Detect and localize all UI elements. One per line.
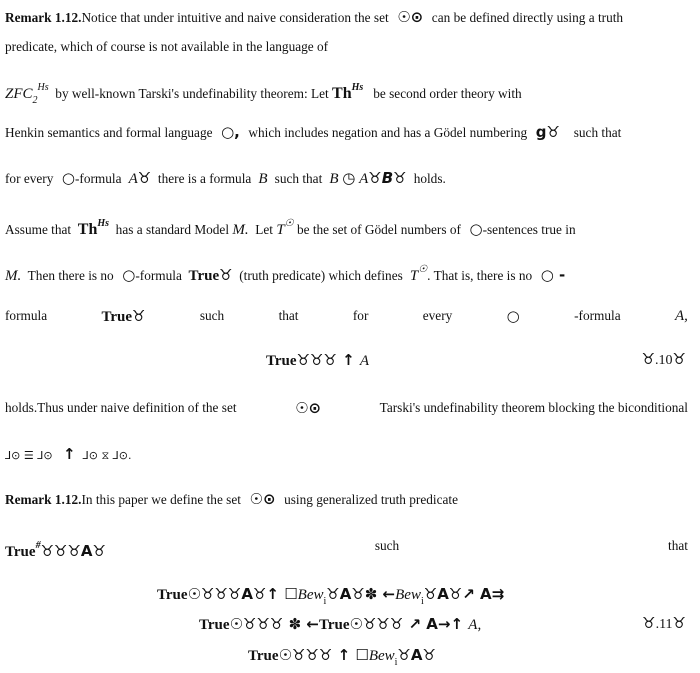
- set-symbol-glyph: ☉⊙: [392, 8, 429, 26]
- line-7: [5, 260, 565, 286]
- language-symbol-glyph: ○ -: [535, 266, 566, 284]
- text: -formula: [75, 171, 122, 186]
- text: for every: [5, 171, 54, 186]
- line-1: [5, 7, 623, 28]
- godel-numbering-glyph: g♉: [530, 123, 571, 141]
- model-symbol: M.: [5, 268, 22, 284]
- line-6: [5, 214, 576, 240]
- formula-A: A: [359, 353, 370, 369]
- text: Then there is no: [27, 268, 114, 283]
- text: such that: [274, 171, 323, 186]
- text: -sentences true in: [482, 222, 576, 237]
- bew-symbol: Bew: [368, 648, 395, 664]
- text: be the set of Gödel numbers of: [296, 222, 461, 237]
- equation-11-line-2: [199, 614, 481, 635]
- text: -formula: [574, 308, 621, 323]
- language-symbol-glyph: ○: [506, 307, 520, 325]
- language-symbol-glyph: ○: [117, 266, 136, 284]
- line-9: [5, 398, 688, 418]
- text: In this paper we define the set: [81, 492, 241, 507]
- biconditional-glyphs: ⅃⊙ ☰ ⅃⊙ ↑ ⅃⊙ ⧖ ⅃⊙.: [5, 445, 132, 463]
- text: has a standard Model: [115, 222, 230, 237]
- generalized-truth-predicate: True#♉♉♉A♉: [5, 540, 106, 560]
- text: there is a formula: [157, 171, 252, 186]
- text: holds.Thus under naive definition of the set: [5, 400, 237, 415]
- set-T-symbol: T☉: [276, 218, 294, 238]
- text: (truth predicate) which defines: [239, 268, 403, 283]
- line-2: [5, 37, 328, 57]
- text: that: [668, 538, 688, 553]
- text: Henkin semantics and formal language: [5, 125, 213, 140]
- equation-number-10: ♉.10♉: [641, 350, 686, 368]
- text: -formula: [135, 268, 182, 283]
- theory-symbol: $Th^{Hs}$: [332, 82, 364, 102]
- remark-heading: Remark 1.12.: [5, 10, 82, 25]
- equation-11-line-3: True☉♉♉♉ ↑ ☐Bew$_i$♉A♉: [248, 646, 436, 668]
- equation-number-11: ♉.11♉: [642, 614, 686, 632]
- text: such: [199, 308, 225, 323]
- truth-predicate: True: [157, 587, 188, 603]
- text: for: [352, 308, 369, 323]
- language-symbol-glyph: ○: [464, 220, 483, 238]
- glyphs: ☉♉♉♉ ↑ ☐: [278, 646, 369, 664]
- text: which includes negation and has a Gödel numbering: [248, 125, 528, 140]
- truth-predicate: True♉: [188, 266, 233, 284]
- set-symbol-glyph: ☉⊙: [244, 490, 281, 508]
- truth-predicate: True♉: [101, 307, 146, 325]
- remark-heading: Remark 1.12.: [5, 492, 82, 507]
- formula-A: A,: [674, 308, 688, 324]
- glyphs: ♉A♉: [397, 646, 436, 664]
- line-4: [5, 122, 621, 143]
- zfc-symbol: $ZFC_2^{Hs}$: [5, 82, 49, 106]
- truth-predicate: True: [266, 353, 297, 369]
- theory-symbol: $Th^{Hs}$: [77, 218, 110, 238]
- line-12: [5, 536, 688, 562]
- truth-predicate: True: [318, 617, 350, 633]
- text: Notice that under intuitive and naive consideration the set: [81, 10, 389, 25]
- bew-symbol: Bew: [395, 587, 421, 603]
- text: predicate, which of course is not available in the language of: [5, 39, 329, 54]
- truth-predicate: True: [199, 617, 230, 633]
- model-symbol: M.: [232, 222, 249, 238]
- formula-A: A,: [468, 617, 482, 633]
- text: such: [374, 538, 400, 553]
- text: using generalized truth predicate: [284, 492, 458, 507]
- text: Tarski's undefinability theorem blocking the biconditional: [379, 400, 688, 415]
- text: formula: [5, 308, 48, 323]
- text: every: [422, 308, 453, 323]
- glyphs: ☉♉♉♉ ✽ ←: [229, 615, 319, 633]
- set-T-symbol: T☉: [406, 264, 428, 284]
- text: by well-known Tarski's undefinability theorem: Let: [55, 86, 329, 101]
- line-5: for every ○-formula A♉ there is a formula B such that B ◷ A♉B♉ holds.: [5, 169, 446, 187]
- text: Let: [255, 222, 273, 237]
- glyphs: ☉♉♉♉A♉↑ ☐: [187, 585, 298, 603]
- text: can be defined directly using a truth: [431, 10, 624, 25]
- glyphs: ♉♉♉ ↑: [296, 351, 360, 369]
- equivalence-glyphs: B ◷ A♉B♉: [325, 169, 407, 187]
- text: be second order theory with: [373, 86, 522, 101]
- set-symbol-glyph: ☉⊙: [295, 399, 322, 417]
- language-symbol-glyph: ○: [56, 169, 75, 187]
- line-3: [5, 78, 522, 111]
- text: such that: [573, 125, 622, 140]
- glyphs: ☉♉♉♉ ↗ A→↑: [349, 615, 469, 633]
- line-11: [5, 489, 458, 510]
- line-8: [5, 306, 688, 327]
- text: . That is, there is no: [427, 268, 533, 283]
- glyphs: ♉A♉↗ A⇉: [423, 585, 505, 603]
- truth-predicate: True: [248, 648, 279, 664]
- formula-A-glyph: A: [124, 171, 138, 187]
- bew-symbol: Bew: [297, 587, 324, 603]
- equation-10: [266, 350, 369, 371]
- text: that: [278, 308, 299, 323]
- equation-11-line-1: True☉♉♉♉A♉↑ ☐Bew$_i$♉A♉✽ ←Bew$_i$♉A♉↗ A⇉: [157, 585, 505, 607]
- text: Assume that: [5, 222, 72, 237]
- glyphs: ♉A♉✽ ←: [326, 585, 396, 603]
- text: holds.: [413, 171, 446, 186]
- language-symbol-glyph: ○,: [215, 123, 246, 141]
